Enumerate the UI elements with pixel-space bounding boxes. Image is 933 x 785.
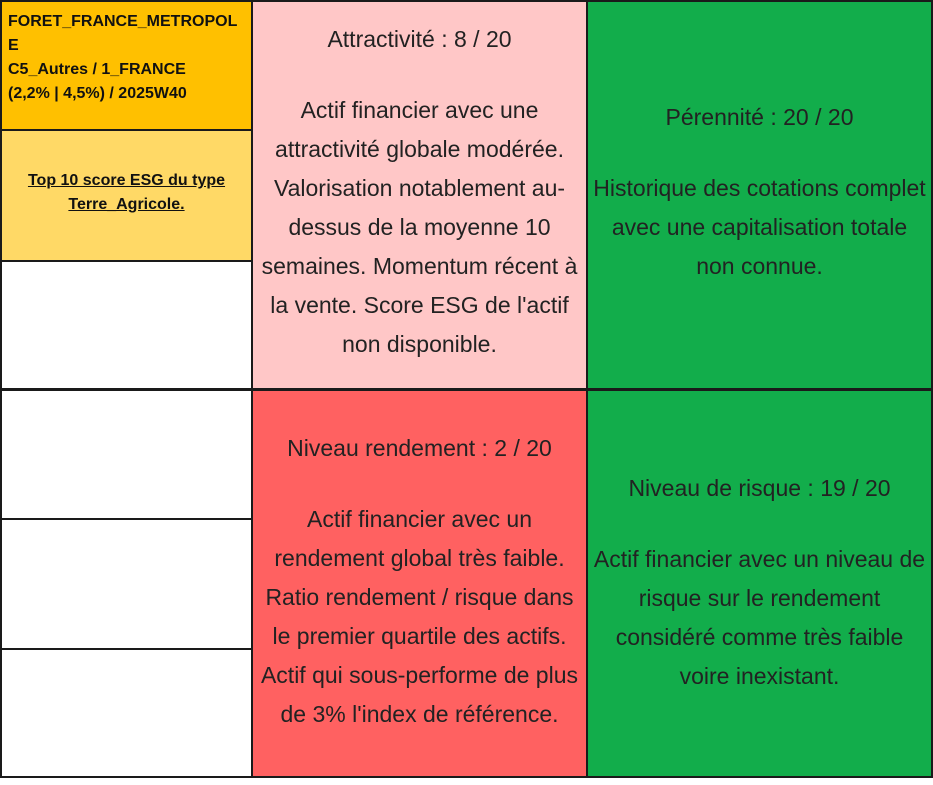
perennite-text: Historique des cotations complet avec une capitalisation totale non connue. bbox=[593, 175, 926, 279]
rendement-text: Actif financier avec un rendement global très faible. Ratio rendement / risque dans le premier quartile des actifs. Actif qui sous-performe de plus de 3% l'index de référence. bbox=[260, 506, 579, 727]
asset-header bbox=[0, 0, 253, 131]
risque-text: Actif financier avec un niveau de risque sur le rendement considéré comme très faible voire inexistant. bbox=[593, 546, 926, 689]
rendement-card bbox=[251, 389, 588, 778]
attractivite-title: Attractivité : 8 / 20 bbox=[327, 26, 512, 52]
attractivite-card bbox=[251, 0, 588, 390]
esg-tag-box bbox=[0, 129, 253, 262]
empty-cell-1 bbox=[0, 260, 253, 390]
esg-tag-line1: Top 10 score ESG du type bbox=[27, 172, 226, 189]
perennite-title: Pérennité : 20 / 20 bbox=[665, 104, 854, 130]
rendement-title: Niveau rendement : 2 / 20 bbox=[287, 435, 552, 461]
asset-rates-week: (2,2% | 4,5%) / 2025W40 bbox=[8, 85, 187, 102]
attractivite-text: Actif financier avec une attractivité globale modérée. Valorisation notablement au-dessus de la moyenne 10 semaines. Momentum récent à la vente. Score ESG de l'actif non disponible. bbox=[261, 97, 578, 357]
esg-tag-line2: Terre_Agricole. bbox=[68, 196, 185, 213]
asset-name-line2: E bbox=[8, 37, 19, 54]
risque-title: Niveau de risque : 19 / 20 bbox=[628, 475, 891, 501]
risque-card bbox=[586, 389, 933, 778]
asset-name-line1: FORET_FRANCE_METROPOL bbox=[8, 13, 238, 30]
asset-category: C5_Autres / 1_FRANCE bbox=[8, 61, 186, 78]
empty-cell-3 bbox=[0, 518, 253, 650]
empty-cell-2 bbox=[0, 389, 253, 520]
perennite-card bbox=[586, 0, 933, 390]
empty-cell-4 bbox=[0, 648, 253, 778]
